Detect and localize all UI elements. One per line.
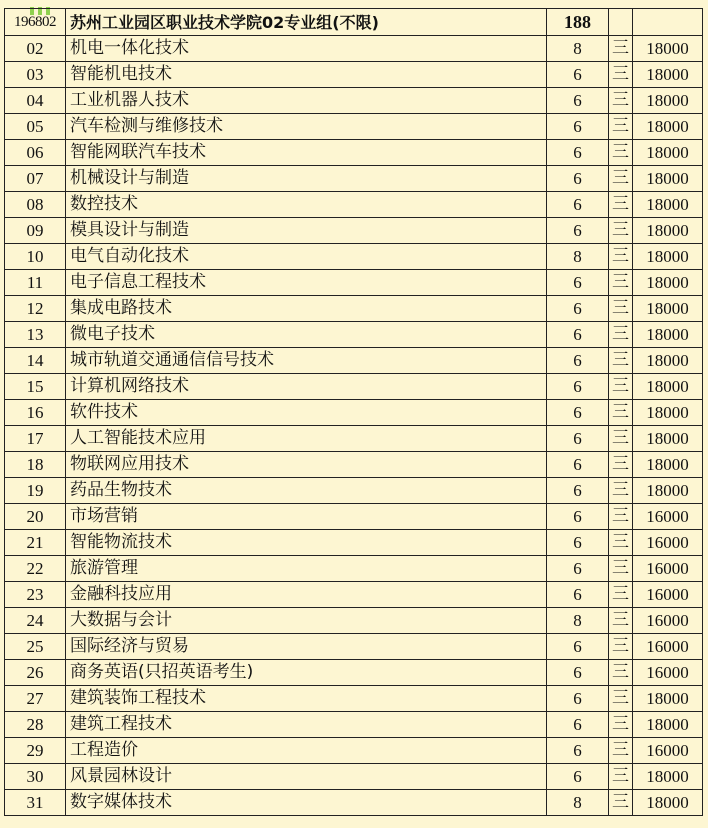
group-header-row <box>5 9 703 36</box>
major-code: 18 <box>5 452 66 478</box>
table-row <box>5 712 703 738</box>
major-name: 大数据与会计 <box>66 608 547 634</box>
major-level: 三 <box>609 374 633 400</box>
major-years: 6 <box>547 686 609 712</box>
major-level: 三 <box>609 582 633 608</box>
major-name: 智能机电技术 <box>66 62 547 88</box>
major-level: 三 <box>609 218 633 244</box>
major-fee: 18000 <box>633 426 703 452</box>
major-fee: 16000 <box>633 738 703 764</box>
major-fee: 18000 <box>633 114 703 140</box>
major-fee: 18000 <box>633 36 703 62</box>
major-years: 6 <box>547 504 609 530</box>
major-code: 03 <box>5 62 66 88</box>
major-name: 数字媒体技术 <box>66 790 547 816</box>
table-row <box>5 140 703 166</box>
table-row <box>5 62 703 88</box>
major-level: 三 <box>609 478 633 504</box>
major-table-body <box>5 9 703 816</box>
major-code: 10 <box>5 244 66 270</box>
major-fee: 18000 <box>633 218 703 244</box>
major-name: 建筑装饰工程技术 <box>66 686 547 712</box>
major-years: 6 <box>547 634 609 660</box>
major-years: 6 <box>547 738 609 764</box>
major-name: 金融科技应用 <box>66 582 547 608</box>
table-row <box>5 452 703 478</box>
table-row <box>5 764 703 790</box>
table-row <box>5 556 703 582</box>
major-code: 15 <box>5 374 66 400</box>
major-years: 6 <box>547 348 609 374</box>
table-row <box>5 426 703 452</box>
major-level: 三 <box>609 634 633 660</box>
major-name: 数控技术 <box>66 192 547 218</box>
corner-marks <box>30 0 60 8</box>
major-name: 智能物流技术 <box>66 530 547 556</box>
major-fee: 16000 <box>633 530 703 556</box>
major-years: 6 <box>547 374 609 400</box>
table-row <box>5 738 703 764</box>
major-years: 8 <box>547 790 609 816</box>
table-row <box>5 322 703 348</box>
major-level: 三 <box>609 790 633 816</box>
major-years: 6 <box>547 192 609 218</box>
table-row <box>5 270 703 296</box>
major-years: 6 <box>547 426 609 452</box>
group-fee <box>633 9 703 36</box>
major-name: 集成电路技术 <box>66 296 547 322</box>
major-level: 三 <box>609 166 633 192</box>
major-code: 04 <box>5 88 66 114</box>
major-level: 三 <box>609 140 633 166</box>
major-years: 6 <box>547 556 609 582</box>
major-fee: 16000 <box>633 660 703 686</box>
major-fee: 18000 <box>633 374 703 400</box>
major-fee: 18000 <box>633 452 703 478</box>
major-code: 08 <box>5 192 66 218</box>
major-name: 风景园林设计 <box>66 764 547 790</box>
major-level: 三 <box>609 660 633 686</box>
major-code: 24 <box>5 608 66 634</box>
table-row <box>5 530 703 556</box>
table-row <box>5 790 703 816</box>
group-level <box>609 9 633 36</box>
major-fee: 16000 <box>633 634 703 660</box>
major-level: 三 <box>609 738 633 764</box>
major-years: 6 <box>547 712 609 738</box>
table-row <box>5 348 703 374</box>
major-name: 物联网应用技术 <box>66 452 547 478</box>
major-name: 智能网联汽车技术 <box>66 140 547 166</box>
table-row <box>5 374 703 400</box>
major-name: 药品生物技术 <box>66 478 547 504</box>
major-level: 三 <box>609 62 633 88</box>
major-fee: 18000 <box>633 322 703 348</box>
major-name: 城市轨道交通通信信号技术 <box>66 348 547 374</box>
table-row <box>5 218 703 244</box>
major-level: 三 <box>609 400 633 426</box>
major-years: 6 <box>547 400 609 426</box>
major-years: 8 <box>547 608 609 634</box>
major-years: 6 <box>547 322 609 348</box>
major-level: 三 <box>609 270 633 296</box>
major-level: 三 <box>609 530 633 556</box>
major-level: 三 <box>609 192 633 218</box>
major-name: 模具设计与制造 <box>66 218 547 244</box>
major-level: 三 <box>609 426 633 452</box>
major-name: 建筑工程技术 <box>66 712 547 738</box>
major-level: 三 <box>609 608 633 634</box>
major-code: 31 <box>5 790 66 816</box>
major-level: 三 <box>609 712 633 738</box>
major-years: 6 <box>547 530 609 556</box>
major-level: 三 <box>609 244 633 270</box>
major-code: 06 <box>5 140 66 166</box>
major-code: 20 <box>5 504 66 530</box>
major-name: 旅游管理 <box>66 556 547 582</box>
major-years: 6 <box>547 660 609 686</box>
major-code: 07 <box>5 166 66 192</box>
major-table <box>4 8 703 816</box>
major-fee: 18000 <box>633 790 703 816</box>
major-years: 6 <box>547 582 609 608</box>
table-row <box>5 686 703 712</box>
major-level: 三 <box>609 764 633 790</box>
major-name: 人工智能技术应用 <box>66 426 547 452</box>
major-code: 09 <box>5 218 66 244</box>
major-code: 19 <box>5 478 66 504</box>
major-name: 汽车检测与维修技术 <box>66 114 547 140</box>
major-years: 6 <box>547 166 609 192</box>
major-years: 6 <box>547 296 609 322</box>
major-name: 市场营销 <box>66 504 547 530</box>
table-row <box>5 244 703 270</box>
major-years: 6 <box>547 62 609 88</box>
major-name: 机械设计与制造 <box>66 166 547 192</box>
major-fee: 18000 <box>633 244 703 270</box>
major-code: 02 <box>5 36 66 62</box>
table-row <box>5 114 703 140</box>
major-years: 8 <box>547 36 609 62</box>
major-level: 三 <box>609 556 633 582</box>
major-fee: 16000 <box>633 608 703 634</box>
major-level: 三 <box>609 114 633 140</box>
major-code: 26 <box>5 660 66 686</box>
major-fee: 18000 <box>633 712 703 738</box>
major-code: 17 <box>5 426 66 452</box>
major-name: 微电子技术 <box>66 322 547 348</box>
major-fee: 18000 <box>633 348 703 374</box>
major-level: 三 <box>609 504 633 530</box>
major-fee: 18000 <box>633 764 703 790</box>
major-level: 三 <box>609 348 633 374</box>
major-code: 23 <box>5 582 66 608</box>
major-code: 28 <box>5 712 66 738</box>
major-code: 14 <box>5 348 66 374</box>
major-fee: 18000 <box>633 140 703 166</box>
major-years: 6 <box>547 88 609 114</box>
major-name: 商务英语(只招英语考生) <box>66 660 547 686</box>
major-name: 国际经济与贸易 <box>66 634 547 660</box>
major-level: 三 <box>609 452 633 478</box>
major-code: 13 <box>5 322 66 348</box>
major-level: 三 <box>609 296 633 322</box>
major-code: 22 <box>5 556 66 582</box>
major-code: 05 <box>5 114 66 140</box>
major-code: 29 <box>5 738 66 764</box>
group-name: 苏州工业园区职业技术学院02专业组(不限) <box>66 9 547 36</box>
major-fee: 18000 <box>633 88 703 114</box>
major-years: 6 <box>547 478 609 504</box>
major-level: 三 <box>609 88 633 114</box>
major-code: 11 <box>5 270 66 296</box>
major-fee: 18000 <box>633 478 703 504</box>
major-code: 25 <box>5 634 66 660</box>
table-row <box>5 36 703 62</box>
major-code: 16 <box>5 400 66 426</box>
major-code: 12 <box>5 296 66 322</box>
table-row <box>5 400 703 426</box>
major-fee: 18000 <box>633 192 703 218</box>
major-name: 机电一体化技术 <box>66 36 547 62</box>
major-fee: 16000 <box>633 556 703 582</box>
major-years: 6 <box>547 764 609 790</box>
major-fee: 18000 <box>633 296 703 322</box>
major-years: 8 <box>547 244 609 270</box>
major-fee: 18000 <box>633 62 703 88</box>
major-code: 21 <box>5 530 66 556</box>
major-name: 计算机网络技术 <box>66 374 547 400</box>
table-row <box>5 634 703 660</box>
major-code: 27 <box>5 686 66 712</box>
major-fee: 18000 <box>633 686 703 712</box>
major-level: 三 <box>609 686 633 712</box>
major-years: 6 <box>547 218 609 244</box>
major-name: 工业机器人技术 <box>66 88 547 114</box>
major-years: 6 <box>547 270 609 296</box>
major-fee: 18000 <box>633 400 703 426</box>
major-fee: 16000 <box>633 504 703 530</box>
major-code: 30 <box>5 764 66 790</box>
table-row <box>5 608 703 634</box>
major-years: 6 <box>547 114 609 140</box>
major-level: 三 <box>609 36 633 62</box>
table-row <box>5 166 703 192</box>
table-row <box>5 504 703 530</box>
major-name: 电子信息工程技术 <box>66 270 547 296</box>
major-years: 6 <box>547 140 609 166</box>
major-name: 工程造价 <box>66 738 547 764</box>
major-name: 电气自动化技术 <box>66 244 547 270</box>
table-row <box>5 296 703 322</box>
table-row <box>5 88 703 114</box>
major-fee: 18000 <box>633 270 703 296</box>
table-row <box>5 192 703 218</box>
group-plan-count: 188 <box>547 9 609 36</box>
group-code: 196802 <box>5 9 66 36</box>
major-fee: 16000 <box>633 582 703 608</box>
table-row <box>5 478 703 504</box>
major-years: 6 <box>547 452 609 478</box>
table-row <box>5 582 703 608</box>
major-level: 三 <box>609 322 633 348</box>
table-row <box>5 660 703 686</box>
major-fee: 18000 <box>633 166 703 192</box>
major-name: 软件技术 <box>66 400 547 426</box>
